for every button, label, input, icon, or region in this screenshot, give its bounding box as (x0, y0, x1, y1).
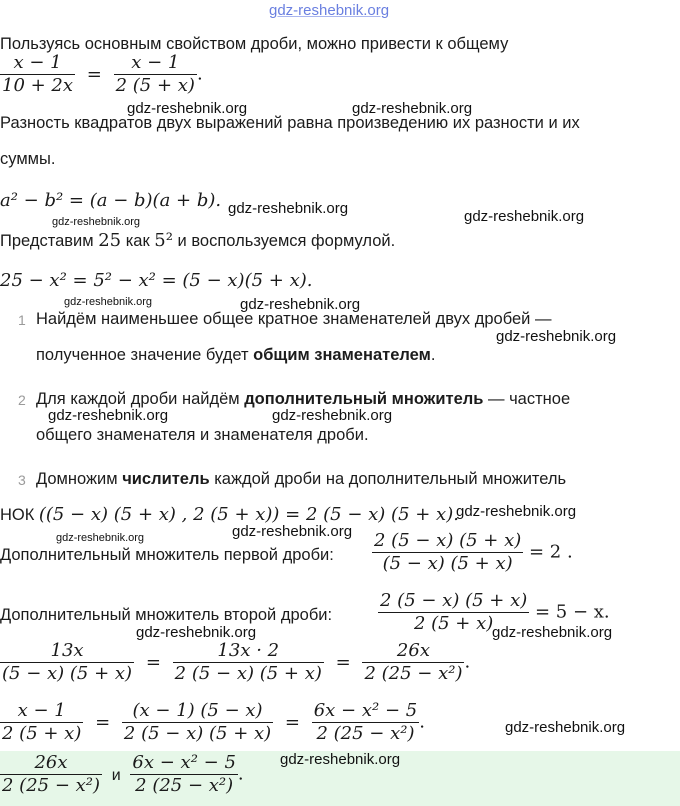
mult2-fraction: $\frac{2 (5 - x) (5 + x)}{2 (5 + x)}$ = 5 − x. (380, 590, 610, 634)
watermark: gdz-reshebnik.org (64, 296, 153, 308)
watermark: gdz-reshebnik.org (228, 200, 349, 217)
watermark: gdz-reshebnik.org (56, 532, 145, 544)
watermark: gdz-reshebnik.org (127, 100, 248, 117)
mult1-fraction: $\frac{2 (5 - x) (5 + x)}{(5 - x) (5 + x)}$ = 2 . (374, 530, 573, 574)
step-1-line-2: полученное значение будет общим знаменателем. (36, 346, 436, 364)
watermark: gdz-reshebnik.org (52, 216, 141, 228)
diff-squares-formula: a² − b² = (a − b)(a + b). (0, 190, 222, 211)
mult1-label: Дополнительный множитель первой дроби: (0, 546, 334, 564)
diff-squares-text: Разность квадратов двух выражений равна произведению их разности и их (0, 114, 580, 132)
represent-text: Представим 25 как 5² и воспользуемся формулой. (0, 230, 396, 251)
watermark: gdz-reshebnik.org (505, 719, 626, 736)
answer-line: $\frac{26x}{\text{2 (25 − x²)}}$ и $\frac{\text{6x − x² − 5}}{\text{2 (25 − x²)}}$ . (2, 752, 244, 796)
nok-line: НОК ((5 − x) (5 + x) , 2 (5 + x)) = 2 (5 − x) (5 + x). (0, 504, 459, 525)
sums-text: суммы. (0, 150, 56, 168)
mult2-label: Дополнительный множитель второй дроби: (0, 606, 333, 624)
watermark: gdz-reshebnik.org (280, 751, 401, 768)
watermark: gdz-reshebnik.org (496, 328, 617, 345)
watermark: gdz-reshebnik.org (232, 523, 353, 540)
watermark: gdz-reshebnik.org (240, 296, 361, 313)
equation-25: 25 − x² = 5² − x² = (5 − x)(5 + x). (0, 270, 313, 291)
watermark: gdz-reshebnik.org (456, 503, 577, 520)
watermark: gdz-reshebnik.org (272, 407, 393, 424)
step-number: 3 (18, 472, 26, 488)
step-3-line-1: Домножим числитель каждой дроби на дополнительный множитель (36, 470, 567, 488)
fraction-rhs: $\frac{x - 1}{2 (5 + x)}$ (115, 52, 195, 96)
watermark: gdz-reshebnik.org (48, 407, 169, 424)
step-2-line-1: Для каждой дроби найдём дополнительный множитель — частное (36, 390, 571, 408)
watermark: gdz-reshebnik.org (492, 624, 613, 641)
fraction-lhs: $\frac{x - 1}{10 + 2x}$ (2, 52, 74, 96)
step-number: 2 (18, 392, 26, 408)
top-watermark: gdz-reshebnik.org (269, 2, 390, 19)
equation-3: $\frac{13x}{(5 - x) (5 + x)}$ = $\frac{13x \cdot 2}{2 (5 - x) (5 + x)}$ = $\frac{26x}{\text{2 (25 − x²)}}$ . (2, 640, 471, 684)
watermark: gdz-reshebnik.org (136, 624, 257, 641)
step-number: 1 (18, 312, 26, 328)
step-1-line-1: Найдём наименьшее общее кратное знаменателей двух дробей — (36, 310, 552, 328)
equation-4: $\frac{x - 1}{2 (5 + x)}$ = $\frac{(x - 1) (5 - x)}{2 (5 - x) (5 + x)}$ = $\frac{\text{6x − x² − 5}}{\text{2 (25 − x²)}}$ . (2, 700, 425, 744)
step-2-line-2: общего знаменателя и знаменателя дроби. (36, 426, 369, 444)
watermark: gdz-reshebnik.org (352, 100, 473, 117)
equation-1: $\frac{x - 1}{10 + 2x}$ = $\frac{x - 1}{2 (5 + x)}$ . (2, 52, 203, 96)
intro-text: Пользуясь основным свойством дроби, можно привести к общему (0, 35, 509, 53)
watermark: gdz-reshebnik.org (464, 208, 585, 225)
